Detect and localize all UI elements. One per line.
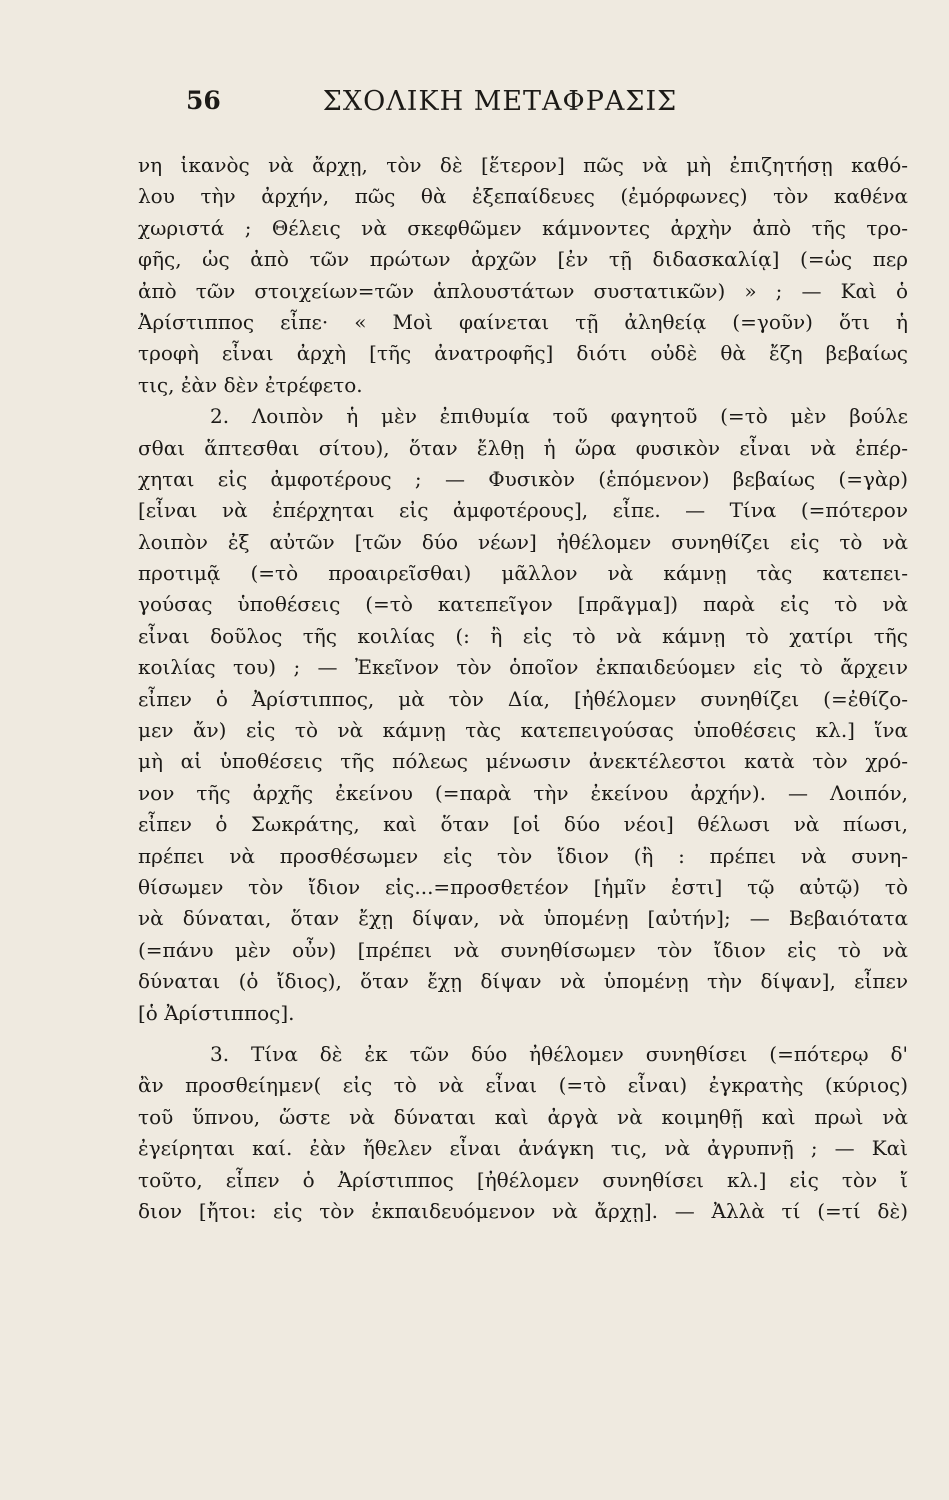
text-line: τοῦτο, εἶπεν ὁ Ἀρίστιππος [ἠθέλομεν συνηθίσει κλ.] εἰς τὸν ἴ [138,1167,908,1192]
text-line: μὴ αἱ ὑποθέσεις τῆς πόλεως μένωσιν ἀνεκτέλεστοι κατὰ τὸν χρό- [138,749,908,774]
text-line: φῆς, ὡς ἀπὸ τῶν πρώτων ἀρχῶν [ἐν τῇ διδασκαλίᾳ] (=ὡς περ [138,247,908,272]
text-line: [εἶναι νὰ ἐπέρχηται εἰς ἀμφοτέρους], εἶπε. — Τίνα (=πότερον [138,498,908,523]
text-line: εἶπεν ὁ Σωκράτης, καὶ ὅταν [οἱ δύο νέοι] θέλωσι νὰ πίωσι, [138,812,908,837]
text-line: ἐγείρηται καί. ἐὰν ἤθελεν εἶναι ἀνάγκη τις, νὰ ἀγρυπνῇ ; — Καὶ [138,1136,908,1161]
text-line: μεν ἄν) εἰς τὸ νὰ κάμνῃ τὰς κατεπειγούσας ὑποθέσεις κλ.] ἵνα [138,718,908,743]
text-line: χηται εἰς ἀμφοτέρους ; — Φυσικὸν (ἑπόμενον) βεβαίως (=γὰρ) [138,466,908,491]
text-line: νη ἱκανὸς νὰ ἄρχῃ, τὸν δὲ [ἕτερον] πῶς νὰ μὴ ἐπιζητήσῃ καθό- [138,153,908,177]
text-line: γούσας ὑποθέσεις (=τὸ κατεπεῖγον [πρᾶγμα]) παρὰ εἰς τὸ νὰ [138,592,908,617]
text-line: θίσωμεν τὸν ἴδιον εἰς...=προσθετέον [ἡμῖν ἐστι] τῷ αὐτῷ) τὸ [138,874,908,899]
text-line: δύναται (ὁ ἴδιος), ὅταν ἔχῃ δίψαν νὰ ὑπομένῃ τὴν δίψαν], εἶπεν [138,969,908,994]
text-line: [ὁ Ἀρίστιππος]. [138,1000,295,1025]
body-text [138,150,908,1227]
page-header [0,86,949,126]
text-line: Ἀρίστιππος εἶπε· « Μοὶ φαίνεται τῇ ἀληθείᾳ (=γοῦν) ὅτι ἡ [138,309,908,334]
text-line: τροφὴ εἶναι ἀρχὴ [τῆς ἀνατροφῆς] διότι οὐδὲ θὰ ἔζη βεβαίως [138,341,908,366]
text-line: νον τῆς ἀρχῆς ἐκείνου (=παρὰ τὴν ἐκείνου ἀρχήν). — Λοιπόν, [138,780,908,805]
text-line: λοιπὸν ἐξ αὐτῶν [τῶν δύο νέων] ἠθέλομεν συνηθίζει εἰς τὸ νὰ [138,529,908,554]
text-line: πρέπει νὰ προσθέσωμεν εἰς τὸν ἴδιον (ἢ : πρέπει νὰ συνη- [138,843,908,868]
text-line: χωριστά ; Θέλεις νὰ σκεφθῶμεν κάμνοντες ἀρχὴν ἀπὸ τῆς τρο- [138,215,908,240]
text-line: τοῦ ὕπνου, ὥστε νὰ δύναται καὶ ἀργὰ νὰ κοιμηθῇ καὶ πρωὶ νὰ [138,1104,908,1129]
text-line: τις, ἐὰν δὲν ἐτρέφετο. [138,372,363,397]
text-line: προτιμᾷ (=τὸ προαιρεῖσθαι) μᾶλλον νὰ κάμνῃ τὰς κατεπει- [138,561,908,586]
text-line: ἀπὸ τῶν στοιχείων=τῶν ἁπλουστάτων συστατικῶν) » ; — Καὶ ὁ [138,278,908,303]
page-number: 56 [186,86,221,115]
text-line: νὰ δύναται, ὅταν ἔχῃ δίψαν, νὰ ὑπομένῃ [αὐτήν]; — Βεβαιότατα [138,906,908,931]
text-line: (=πάνυ μὲν οὖν) [πρέπει νὰ συνηθίσωμεν τὸν ἴδιον εἰς τὸ νὰ [138,937,908,962]
text-line: εἶναι δοῦλος τῆς κοιλίας (: ἢ εἰς τὸ νὰ κάμνῃ τὸ χατίρι τῆς [138,623,908,648]
text-line: ἂν προσθείημεν( εἰς τὸ νὰ εἶναι (=τὸ εἶναι) ἐγκρατὴς (κύριος) [138,1073,908,1098]
text-line: κοιλίας του) ; — Ἐκεῖνον τὸν ὁποῖον ἐκπαιδεύομεν εἰς τὸ ἄρχειν [138,655,908,680]
text-line: εἶπεν ὁ Ἀρίστιππος, μὰ τὸν Δία, [ἠθέλομεν συνηθίζει (=ἐθίζο- [138,686,908,711]
text-line: λου τὴν ἀρχήν, πῶς θὰ ἐξεπαίδευες (ἐμόρφωνες) τὸν καθένα [138,184,908,209]
paragraph-2-start: 2. Λοιπὸν ἡ μὲν ἐπιθυμία τοῦ φαγητοῦ (=τὸ μὲν βούλε [210,404,908,429]
paragraph-3-start: 3. Τίνα δὲ ἐκ τῶν δύο ἠθέλομεν συνηθίσει (=πότερῳ δ' [210,1041,908,1066]
running-title: ΣΧΟΛΙΚΗ ΜΕΤΑΦΡΑΣΙΣ [322,86,678,117]
text-line: διον [ἤτοι: εἰς τὸν ἐκπαιδευόμενον νὰ ἄρχῃ]. — Ἀλλὰ τί (=τί δὲ) [138,1198,908,1223]
text-line: σθαι ἅπτεσθαι σίτου), ὅταν ἔλθῃ ἡ ὥρα φυσικὸν εἶναι νὰ ἐπέρ- [138,435,908,460]
